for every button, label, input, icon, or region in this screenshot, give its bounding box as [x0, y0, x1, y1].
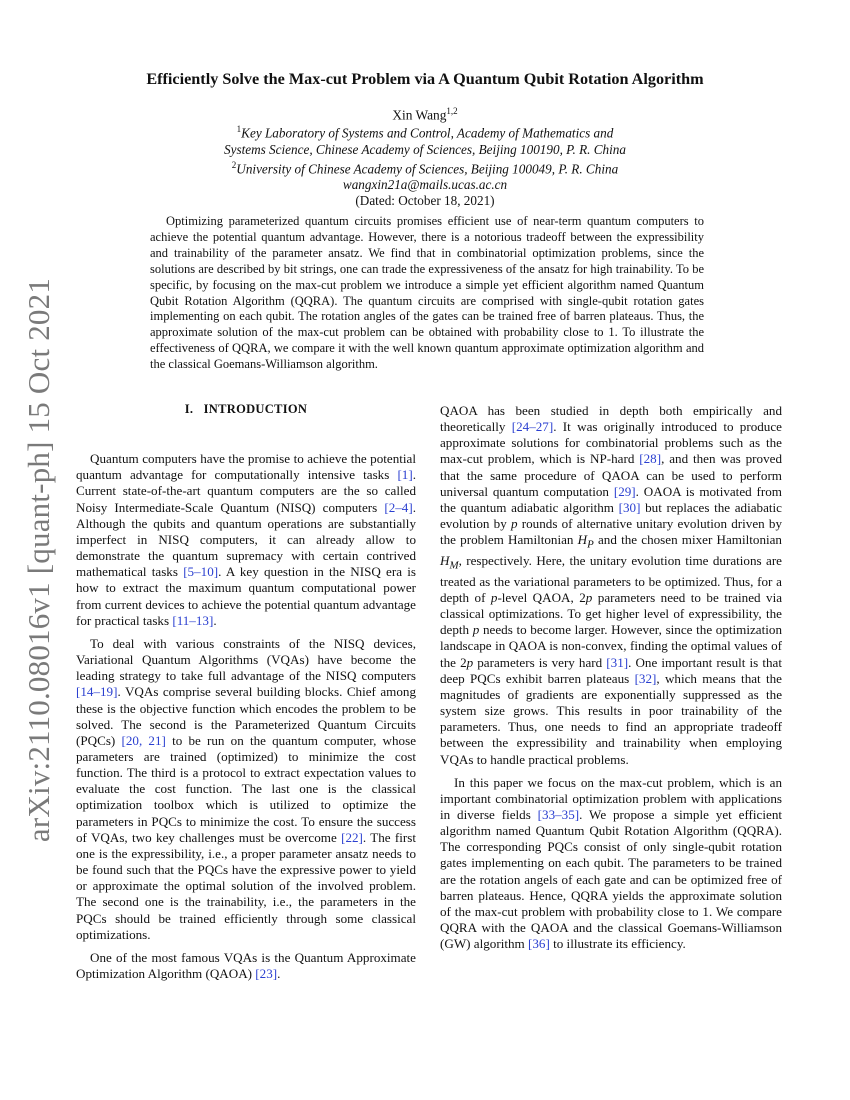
- intro-paragraph-1: Quantum computers have the promise to achieve the potential quantum advantage for computationally intensive tasks [1]. Current state-of-the-art quantum computers are the so called Noisy Intermediate-Scale Quantum (NISQ) computers [2–4]. Although the qubits and quantum operations are substantially imperfect in NISQ computers, it can already allow to demonstrate the quantum supremacy with certain contrived mathematical tasks [5–10]. A key question in the NISQ era is how to extract the maximum quantum computational power from current devices to achieve the potential quantum advantage for practical tasks [11–13].: [76, 451, 416, 628]
- affiliation-1-marker: 1: [236, 124, 242, 134]
- author-line: [60, 106, 790, 123]
- citation-link[interactable]: [1]: [397, 467, 413, 483]
- abstract: Optimizing parameterized quantum circuits promises efficient use of near-term quantum computers to achieve the potential quantum advantage. However, there is a notorious tradeoff between the expressibility and trainability of the parameter ansatz. We find that in combinatorial optimization problems, since the solutions are described by bit strings, one can trade the expressiveness of the ansatz for high trainability. To be specific, by focusing on the max-cut problem we introduce a simple yet efficient algorithm named Quantum Qubit Rotation Algorithm (QQRA). The quantum circuits are comprised with single-qubit rotation gates implementing on each qubit. The rotation angles of the gates can be trained free of barren plateaus. Thus, the approximate solution of the max-cut problem can be obtained with probability close to 1. To illustrate the effectiveness of QQRA, we compare it with the well known quantum approximate optimization algorithm and the classical Goemans-Williamson algorithm.: [150, 214, 704, 372]
- citation-link[interactable]: [30]: [618, 499, 641, 515]
- affiliation-1-text: Key Laboratory of Systems and Control, Academy of Mathematics and: [241, 125, 614, 141]
- citation-link[interactable]: [33–35]: [537, 806, 580, 822]
- intro-paragraph-3: One of the most famous VQAs is the Quantum Approximate Optimization Algorithm (QAOA) [23].: [76, 949, 416, 981]
- author-name: Xin Wang: [392, 107, 447, 123]
- affiliation-1-line-1: [60, 124, 790, 141]
- intro-paragraph-2: To deal with various constraints of the NISQ devices, Variational Quantum Algorithms (VQAs) have become the leading strategy to take full advantage of the NISQ computers [14–19]. VQAs comprise several building blocks. Chief among these is the objective function which encodes the problem to be solved. The second is the Parameterized Quantum Circuits (PQCs) [20, 21] to be run on the quantum computer, whose parameters are trained (optimized) to minimize the cost function. The third is a protocol to extract expectation values to evaluate the cost function. The last one is the classical optimization toolbox which is utilized to optimize the parameters in PQCs to minimize the cost. To ensure the success of VQAs, two key challenges must be overcome [22]. The first one is the expressibility, i.e., a proper parameter ansatz needs to be found such that the PQCs have the expressive power to yield or approximate the optimal solution of the involved problem. The second one is the trainability, i.e., the parameters in the PQCs should be trained efficiently through some classical optimizations.: [76, 635, 416, 942]
- citation-link[interactable]: [5–10]: [183, 564, 219, 580]
- author-email[interactable]: wangxin21a@mails.ucas.ac.cn: [342, 177, 508, 192]
- citation-link[interactable]: [29]: [613, 483, 636, 499]
- dated-line: (Dated: October 18, 2021): [355, 193, 495, 208]
- citation-link[interactable]: [2–4]: [384, 499, 413, 515]
- section-number: I.: [184, 402, 194, 416]
- citation-link[interactable]: [14–19]: [76, 684, 118, 700]
- citation-link[interactable]: [28]: [639, 451, 662, 467]
- intro-paragraph-4: In this paper we focus on the max-cut problem, which is an important combinatorial optimization problem with applications in diverse fields [33–35]. We propose a simple yet efficient algorithm named Quantum Qubit Rotation Algorithm (QQRA). The corresponding PQCs consist of only single-qubit rotation gates implementing on each qubit. The parameters to be trained are the rotation angels of each gate and can be optimized free of barren plateaus. Hence, QQRA yields the approximate solution of the max-cut problem with probability close to 1. We compare QQRA with the QAOA and the classical Goemans-Williamson (GW) algorithm [36] to illustrate its efficiency.: [440, 774, 783, 952]
- citation-link[interactable]: [11–13]: [172, 612, 214, 628]
- intro-paragraph-3-continued: QAOA has been studied in depth both empirically and theoretically [24–27]. It was originally introduced to produce approximate solutions for combinatorial problems such as the max-cut problem, which is NP-hard [28], and then was proved that the same procedure of QAOA can be used to perform universal quantum computation [29]. OAOA is motivated from the quantum adiabatic algorithm [30] but replaces the adiabatic evolution by p rounds of alternative unitary evolution driven by the problem Hamiltonian $H_P$ and the chosen mixer Hamiltonian $H_M$, respectively. Here, the unitary evolution time durations are treated as the variational parameters to be optimized. Thus, for a depth of p-level QAOA, 2p parameters need to be trained via classical optimizations. To get higher level of expressibility, the depth p needs to become larger. However, since the optimization landscape in QAOA is non-convex, finding the optimal values of the 2p parameters is very hard [31]. One important result is that deep PQCs exhibit barren plateaus [32], which means that the magnitudes of gradients are exponentially suppressed as the system size grows. This results in poor trainability of the parameters. Thus, one needs to find an appropriate tradeoff between the expressibility and trainability when employing VQAs to handle practical problems.: [440, 403, 783, 767]
- citation-link[interactable]: [32]: [634, 670, 657, 686]
- citation-link[interactable]: [23]: [255, 966, 278, 981]
- affiliation-1-line-2: Systems Science, Chinese Academy of Sciences, Beijing 100190, P. R. China: [224, 142, 626, 157]
- paper-title: Efficiently Solve the Max-cut Problem via A Quantum Qubit Rotation Algorithm: [146, 70, 704, 88]
- affiliation-2-text: University of Chinese Academy of Sciences, Beijing 100049, P. R. China: [236, 161, 619, 177]
- citation-link[interactable]: [24–27]: [511, 419, 554, 435]
- citation-link[interactable]: [22]: [341, 829, 363, 845]
- arxiv-identifier-stamp[interactable]: arXiv:2110.08016v1 [quant-ph] 15 Oct 2021: [21, 277, 56, 843]
- citation-link[interactable]: [20, 21]: [121, 732, 166, 748]
- section-title: INTRODUCTION: [203, 402, 308, 416]
- citation-link[interactable]: [36]: [528, 936, 550, 952]
- left-column: [76, 401, 416, 982]
- citation-link[interactable]: [31]: [606, 654, 629, 670]
- section-heading: [76, 401, 416, 417]
- affiliation-2-marker: 2: [231, 160, 237, 170]
- right-column: [440, 403, 782, 952]
- author-affiliation-markers: 1,2: [446, 106, 458, 116]
- affiliation-2: [60, 160, 790, 177]
